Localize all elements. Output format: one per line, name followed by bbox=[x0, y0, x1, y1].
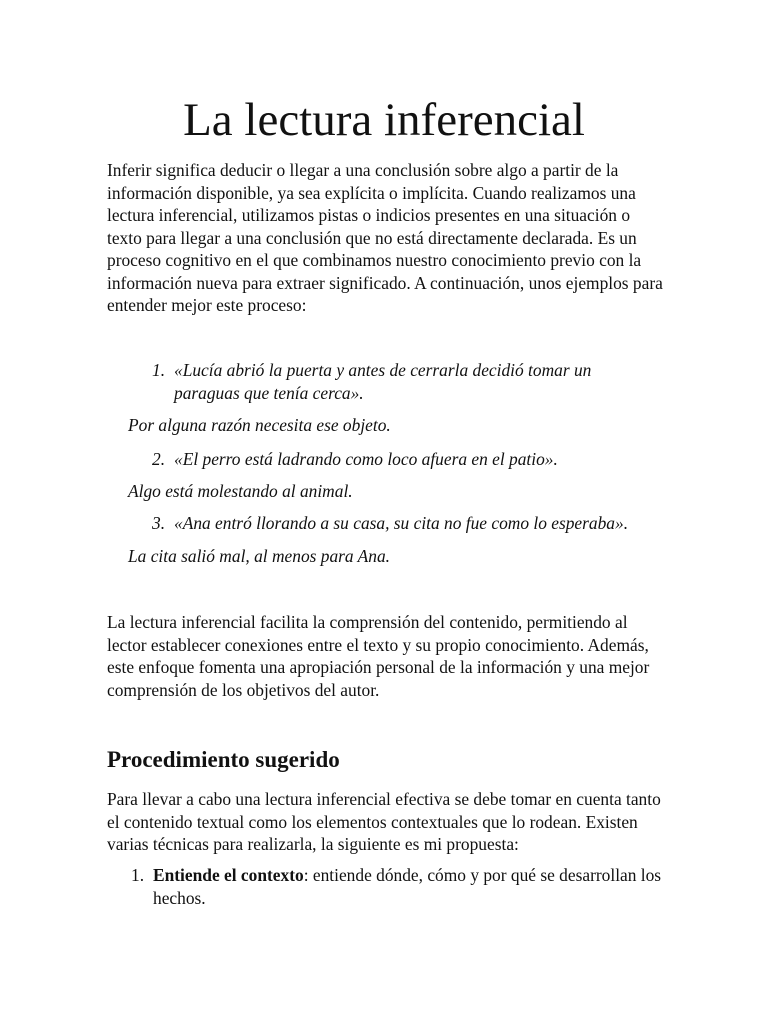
procedure-intro: Para llevar a cabo una lectura inferencial efectiva se debe tomar en cuenta tanto el contenido textual como los elementos contextuales que lo rodean. Existen varias técnicas para realizarla, la siguiente es mi propuesta: bbox=[107, 789, 661, 854]
example-1-number: 1. bbox=[152, 360, 166, 380]
intro-paragraph: Inferir significa deducir o llegar a una conclusión sobre algo a partir de la información disponible, ya sea explícita o implícita. Cuando realizamos una lectura inferencial, utilizamos pistas o indicios presentes en una situación o texto para llegar a una conclusión que no está directamente declarada. Es un proceso cognitivo en el que combinamos nuestro conocimiento previo con la información nueva para extraer significado. A continuación, unos ejemplos para entender mejor este proceso: bbox=[107, 160, 663, 315]
procedure-step-1 bbox=[131, 864, 673, 909]
example-3-quote bbox=[152, 512, 634, 535]
example-2-number: 2. bbox=[152, 449, 166, 469]
example-3-number: 3. bbox=[152, 513, 166, 533]
example-2-text: «El perro está ladrando como loco afuera en el patio». bbox=[174, 449, 558, 469]
example-1-text: «Lucía abrió la puerta y antes de cerrarla decidió tomar un paraguas que tenía cerca». bbox=[174, 360, 592, 403]
example-2-comment: Algo está molestando al animal. bbox=[128, 481, 353, 501]
procedure-step-1-number: 1. bbox=[131, 865, 145, 885]
document-title: La lectura inferencial bbox=[183, 94, 585, 146]
procedure-step-1-term: Entiende el contexto bbox=[153, 865, 304, 885]
example-2-quote bbox=[152, 448, 634, 471]
benefits-paragraph: La lectura inferencial facilita la comprensión del contenido, permitiendo al lector establecer conexiones entre el texto y su propio conocimiento. Además, este enfoque fomenta una apropiación personal de la información y una mejor comprensión de los objetivos del autor. bbox=[107, 612, 650, 700]
example-1-comment: Por alguna razón necesita ese objeto. bbox=[128, 415, 391, 435]
procedure-heading: Procedimiento sugerido bbox=[107, 747, 340, 772]
example-1-quote bbox=[152, 359, 634, 404]
example-3-comment: La cita salió mal, al menos para Ana. bbox=[128, 546, 390, 566]
procedure-step-1-text: : entiende dónde, cómo y por qué se desarrollan los hechos. bbox=[153, 865, 662, 908]
example-3-text: «Ana entró llorando a su casa, su cita no fue como lo esperaba». bbox=[174, 513, 629, 533]
